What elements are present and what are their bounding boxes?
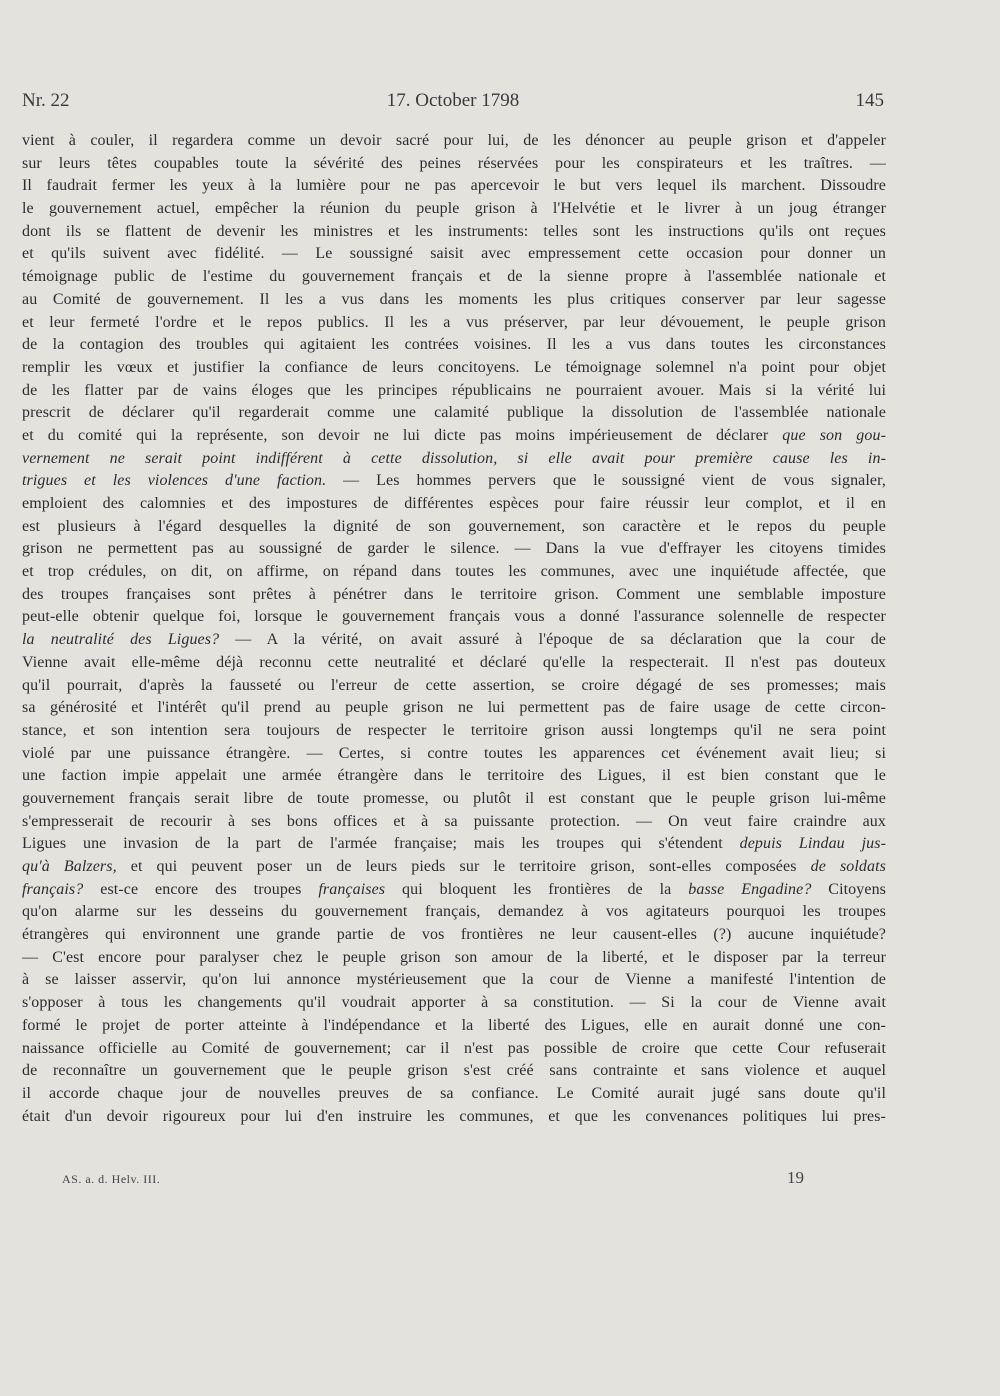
text-segment: était d'un devoir rigoureux pour lui d'en instruire les communes, et que les convenances politiques lui pres- [22,1107,886,1125]
italic-text: que son gou- [782,426,886,444]
text-line [22,380,886,403]
text-line [22,538,886,561]
text-line [22,561,886,584]
text-segment: des troupes françaises sont prêtes à pénétrer dans le territoire grison. Comment une semblable imposture [22,585,886,603]
text-line [22,901,886,924]
text-segment: violé par une puissance étrangère. — Certes, si contre toutes les apparences cet événement avait lieu; si [22,744,886,762]
italic-text: vernement ne serait point indifférent à cette dissolution, si elle avait pour première cause les in- [22,449,886,467]
italic-text: trigues et les violences d'une faction. [22,472,327,490]
text-line [22,516,886,539]
text-line [22,969,886,992]
text-segment: le gouvernement actuel, empêcher la réunion du peuple grison à l'Helvétie et le livrer à un joug étranger [22,200,886,218]
text-line [22,856,886,879]
text-segment: au Comité de gouvernement. Il les a vus dans les moments les plus critiques conserver par leur sagesse [22,290,886,308]
text-line [22,175,886,198]
text-line [22,289,886,312]
text-segment: est plusieurs à l'égard desquelles la dignité de son gouvernement, son caractère et le repos du peuple [22,517,886,535]
text-line [22,697,886,720]
text-segment: s'empresserait de recourir à ses bons offices et à sa puissante protection. — On veut faire craindre aux [22,812,886,830]
text-segment: de reconnaître un gouvernement que le peuple grison s'est créé sans contrainte et sans violence et auquel [22,1062,886,1080]
text-segment: et qu'ils suivent avec fidélité. — Le soussigné saisit avec empressement cette occasion pour donner un [22,245,886,263]
text-line [22,1083,886,1106]
text-line [22,947,886,970]
text-segment: vient à couler, il regardera comme un devoir sacré pour lui, de les dénoncer au peuple grison et d'appeler [22,132,886,149]
signature-mark: AS. a. d. Helv. III. [62,1172,161,1186]
text-line [22,788,886,811]
text-segment: naissance officielle au Comité de gouvernement; car il n'est pas possible de croire que cette Cour refuserait [22,1039,886,1057]
sheet-number: 19 [787,1168,804,1187]
text-segment: et trop crédules, on dit, on affirme, on répand dans toutes les communes, avec une inquiétude affectée, que [22,563,886,581]
italic-text: françaises [318,880,386,898]
text-segment: — C'est encore pour paralyser chez le peuple grison son amour de la liberté, et le disposer par la terreur [22,948,886,966]
text-segment: Ligues une invasion de la part de l'armée française; mais les troupes qui s'étendent [22,835,740,853]
italic-text: français? [22,880,84,898]
text-line [22,243,886,266]
italic-text: qu'à Balzers, [22,858,117,875]
text-segment: peut-elle obtenir quelque foi, lorsque le gouvernement français vous a donné l'assurance solennelle de respecter [22,608,886,626]
text-segment: de les flatter par de vains éloges que les principes républicains ne pourraient avouer. Mais si la vérité lui [22,381,886,399]
text-line [22,879,886,902]
page-number: 145 [855,90,884,111]
document-date: 17. October 1798 [386,90,520,111]
italic-text: basse Engadine? [688,880,812,898]
document-number: Nr. 22 [22,90,70,111]
text-segment: qu'il pourrait, d'après la fausseté ou l'erreur de cette assertion, se croire dégagé de ses promesses; mais [22,676,886,694]
text-line [22,606,886,629]
text-line [22,584,886,607]
italic-text: la neutralité des Ligues? [22,631,220,649]
text-segment: dont ils se flattent de devenir les ministres et les instruments: telles sont les instructions qu'ils ont reçues [22,222,886,240]
text-line [22,675,886,698]
text-segment: remplir les vœux et justifier la confiance de leurs concitoyens. Le témoignage solemnel n'a point pour objet [22,358,886,376]
text-segment: qu'on alarme sur les desseins du gouvernement français, demandez à vos agitateurs pourquoi les troupes [22,903,886,921]
text-line [22,992,886,1015]
text-segment: — Les hommes pervers que le soussigné vient de vous signaler, [326,472,887,490]
text-line [22,448,886,471]
text-segment: et leur fermeté l'ordre et le repos publics. Il les a vus préserver, par leur dévouement, le peuple grison [22,313,886,331]
text-line [22,833,886,856]
text-line [22,924,886,947]
text-segment: prescrit de déclarer qu'il regarderait comme une calamité publique la dissolution de l'assemblée nationale [22,404,886,422]
text-segment: étrangères qui environnent une grande partie de vos frontières ne leur causent-elles (?) aucune inquiétude? [22,926,886,944]
text-segment: qui bloquent les frontières de la [385,880,689,898]
text-line [22,743,886,766]
text-segment: de la contagion des troubles qui agitaient les contrées voisines. Il les a vus dans toutes les circonstances [22,336,886,354]
text-segment: Vienne avait elle-même déjà reconnu cette neutralité et déclaré qu'elle la respecterait. Il n'est pas douteux [22,653,886,671]
text-line [22,765,886,788]
text-segment: emploient des calomnies et des impostures de différentes espèces pour faire réussir leur complot, et il en [22,495,886,512]
text-segment: — A la vérité, on avait assuré à l'époque de sa déclaration que la cour de [219,631,886,649]
text-line [22,1015,886,1038]
text-line [22,470,886,493]
text-line [22,402,886,425]
text-segment: témoignage public de l'estime du gouvernement français et de la sienne propre à l'assemblée nationale et [22,268,886,286]
text-line [22,811,886,834]
text-segment: une faction impie appelait une armée étrangère dans le territoire des Ligues, il est bien constant que le [22,767,886,785]
text-segment: est-ce encore des troupes [83,880,319,898]
text-segment: s'opposer à tous les changements qu'il voudrait apporter à sa constitution. — Si la cour de Vienne avait [22,994,886,1012]
text-segment: Citoyens [811,880,886,898]
text-line [22,221,886,244]
text-line [22,652,886,675]
italic-text: depuis Lindau jus- [739,835,886,853]
text-segment: gouvernement français serait libre de toute promesse, ou plutôt il est constant que le peuple grison lui-même [22,789,886,807]
text-segment: il accorde chaque jour de nouvelles preuves de sa confiance. Le Comité aurait jugé sans doute qu'il [22,1084,886,1102]
text-line [22,198,886,221]
text-line [22,1038,886,1061]
text-segment: stance, et son intention sera toujours de respecter le territoire grison aussi longtemps qu'il ne sera point [22,721,886,739]
text-line [22,1106,886,1129]
text-line [22,720,886,743]
text-line [22,266,886,289]
text-line [22,1060,886,1083]
text-segment: et du comité qui la représente, son devoir ne lui dicte pas moins impérieusement de déclarer [22,426,783,444]
text-segment: sa générosité et l'intérêt qu'il prend au peuple grison ne lui permettent pas de faire usage de cette circon- [22,699,886,717]
text-segment: Il faudrait fermer les yeux à la lumière pour ne pas apercevoir le but vers lequel ils marchent. Dissoudre [22,177,886,195]
text-segment: grison ne permettent pas au soussigné de garder le silence. — Dans la vue d'effrayer les citoyens timides [22,540,886,558]
text-line [22,334,886,357]
text-line [22,425,886,448]
body-text [22,130,886,1128]
text-line [22,629,886,652]
text-line [22,130,886,153]
text-line [22,493,886,516]
text-segment: à se laisser asservir, qu'on lui annonce mystérieusement que la cour de Vienne a manifesté l'intention de [22,971,886,989]
text-segment: et qui peuvent poser un de leurs pieds sur le territoire grison, sont-elles composées [116,858,811,875]
text-segment: formé le projet de porter atteinte à l'indépendance et la liberté des Ligues, elle en aurait donné une con- [22,1016,886,1034]
text-segment: sur leurs têtes coupables toute la sévérité des peines réservées pour les conspirateurs et les traîtres. — [22,154,886,172]
text-line [22,357,886,380]
italic-text: de soldats [810,858,886,875]
text-line [22,153,886,176]
text-line [22,312,886,335]
